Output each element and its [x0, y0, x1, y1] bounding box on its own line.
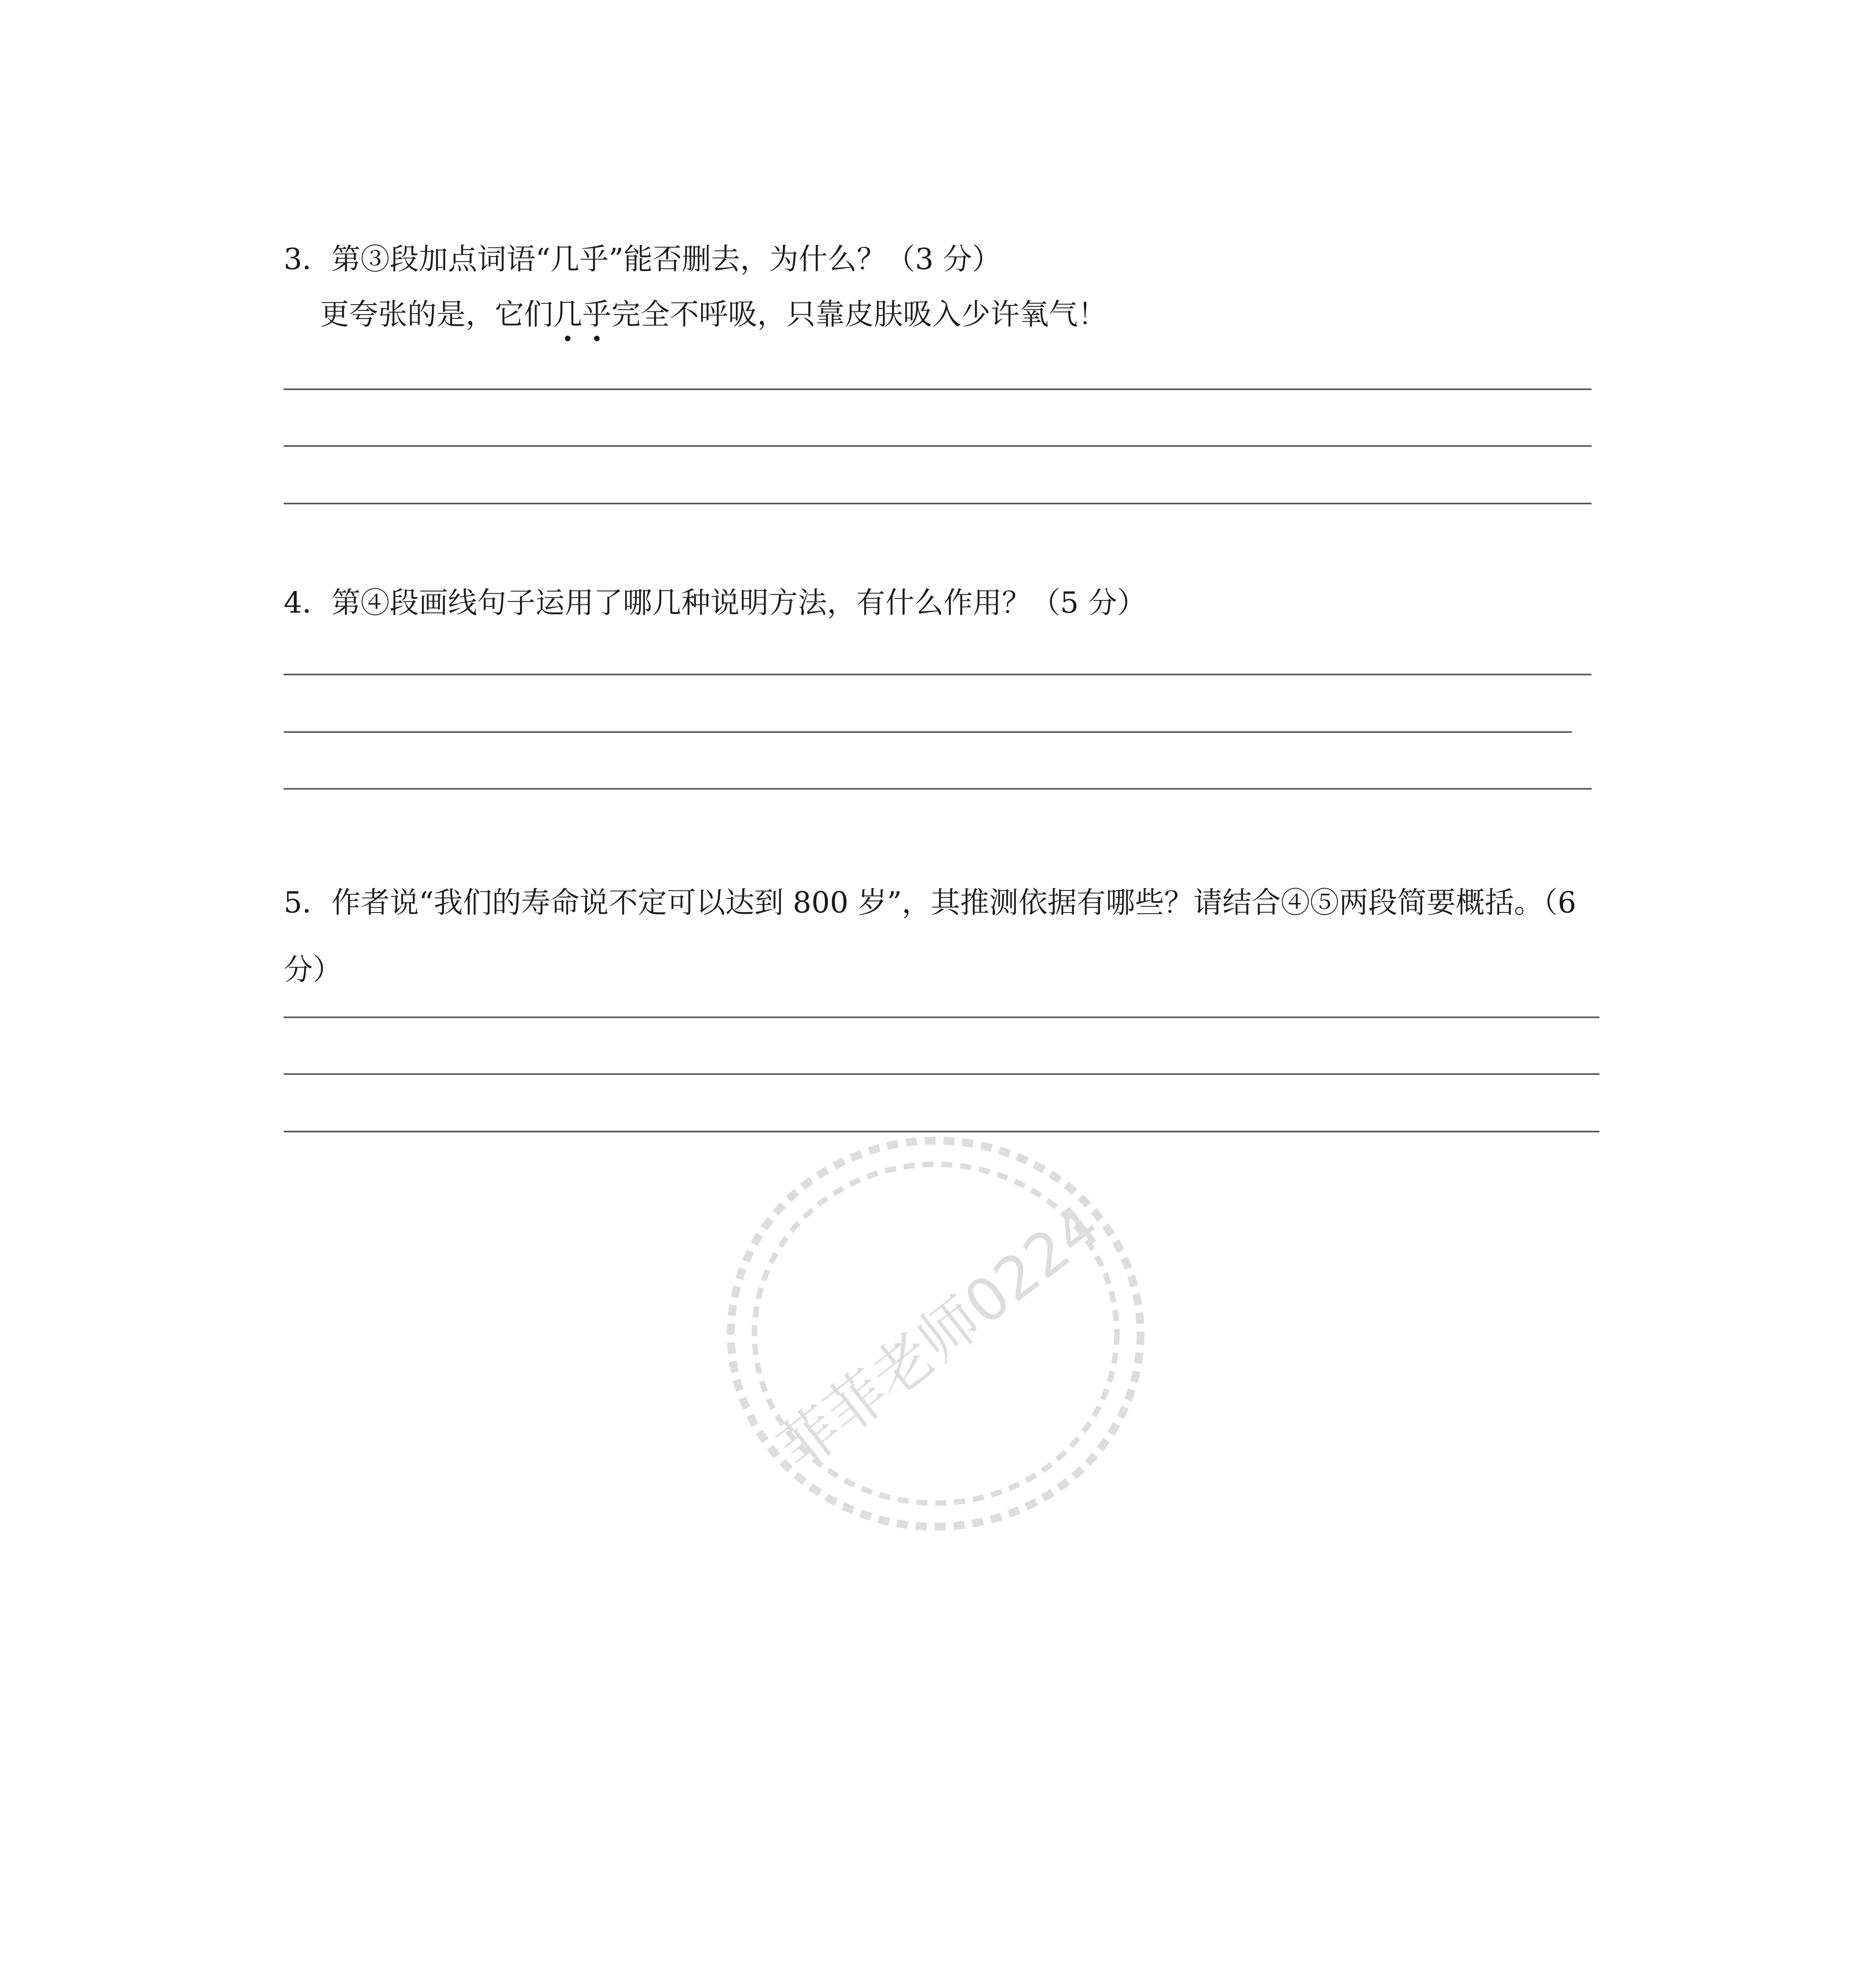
quote-text-after: 完全不呼吸，只靠皮肤吸入少许氧气！	[611, 297, 1107, 331]
dotted-char-hu: 乎	[582, 295, 611, 334]
question-5-prompt: 5．作者说“我们的寿命说不定可以达到 800 岁”，其推测依据有哪些？请结合④⑤两段简要概括。（6 分）	[284, 886, 1577, 987]
answer-line[interactable]	[284, 503, 1592, 504]
question-4-prompt: 4．第④段画线句子运用了哪几种说明方法，有什么作用？（5 分）	[284, 586, 1146, 620]
question-3-quote	[320, 295, 1107, 334]
stamp-text: 菲菲老师0224	[765, 1192, 1113, 1484]
answer-line[interactable]	[284, 1073, 1599, 1075]
answer-line[interactable]	[284, 445, 1592, 447]
answer-line[interactable]	[284, 788, 1592, 790]
answer-line[interactable]	[284, 674, 1592, 675]
dotted-char-ji: 几	[553, 295, 582, 334]
answer-line[interactable]	[284, 388, 1592, 390]
answer-line[interactable]	[284, 731, 1572, 733]
quote-text-before: 更夸张的是，它们	[320, 297, 553, 331]
question-3-prompt: 3．第③段加点词语“几乎”能否删去，为什么？（3 分）	[284, 242, 1001, 276]
watermark-stamp	[689, 1087, 1182, 1580]
answer-line[interactable]	[284, 1017, 1599, 1018]
